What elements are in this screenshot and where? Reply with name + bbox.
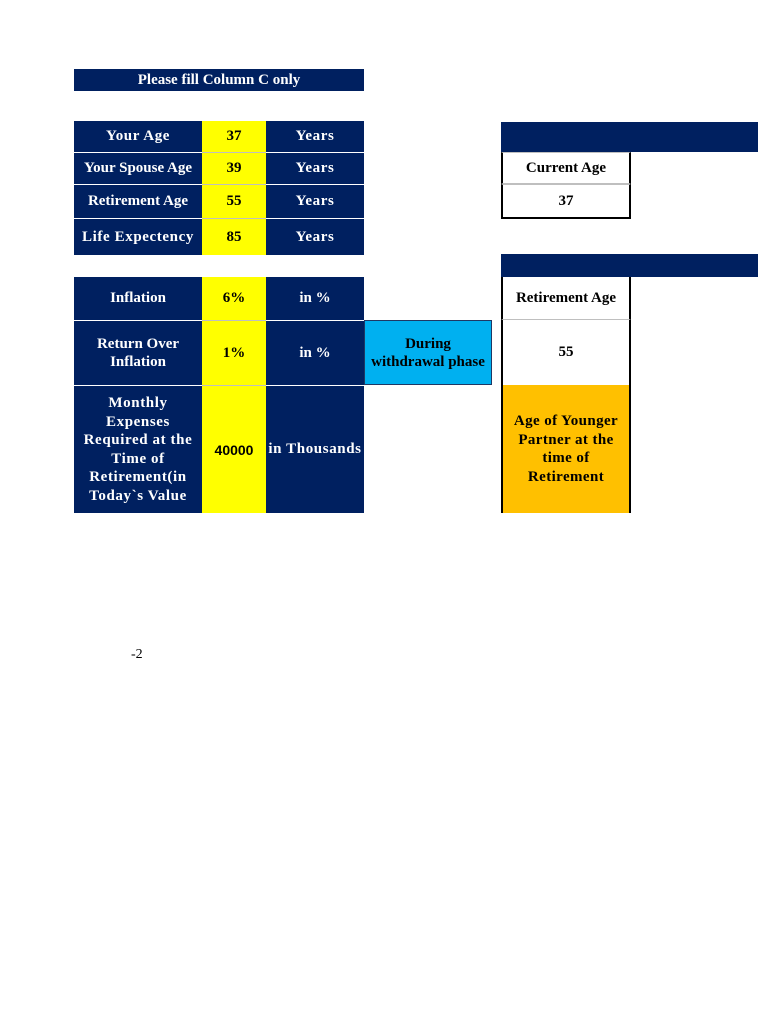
life-expectancy-input[interactable]: 85 [202,218,266,255]
spouse-age-label: Your Spouse Age [74,152,202,184]
instruction-banner: Please fill Column C only [74,69,364,91]
return-over-inflation-unit: in % [266,320,364,385]
life-expectancy-label: Life Expectency [74,218,202,255]
current-age-value: 37 [501,184,631,219]
your-age-label: Your Age [74,121,202,152]
life-expectancy-unit: Years [266,218,364,255]
current-age-label: Current Age [501,152,631,184]
monthly-expenses-input[interactable]: 40000 [202,385,266,513]
right-retirement-age-value: 55 [501,320,631,385]
retirement-age-label: Retirement Age [74,184,202,218]
right-header-bar-2 [501,254,758,277]
monthly-expenses-unit: in Thousands [266,385,364,513]
return-over-inflation-label: Return Over Inflation [74,320,202,385]
right-header-bar-1 [501,122,758,152]
inflation-input[interactable]: 6% [202,277,266,320]
your-age-unit: Years [266,121,364,152]
retirement-age-input[interactable]: 55 [202,184,266,218]
inflation-unit: in % [266,277,364,320]
monthly-expenses-label: Monthly Expenses Required at the Time of Retirement(in Today`s Value [74,385,202,513]
return-over-inflation-input[interactable]: 1% [202,320,266,385]
your-age-input[interactable]: 37 [202,121,266,152]
younger-partner-age-label: Age of Younger Partner at the time of Retirement [501,385,631,513]
spouse-age-unit: Years [266,152,364,184]
retirement-age-unit: Years [266,184,364,218]
stray-value: -2 [131,647,143,662]
spouse-age-input[interactable]: 39 [202,152,266,184]
right-retirement-age-label: Retirement Age [501,277,631,320]
inflation-label: Inflation [74,277,202,320]
withdrawal-phase-note: During withdrawal phase [364,320,492,385]
